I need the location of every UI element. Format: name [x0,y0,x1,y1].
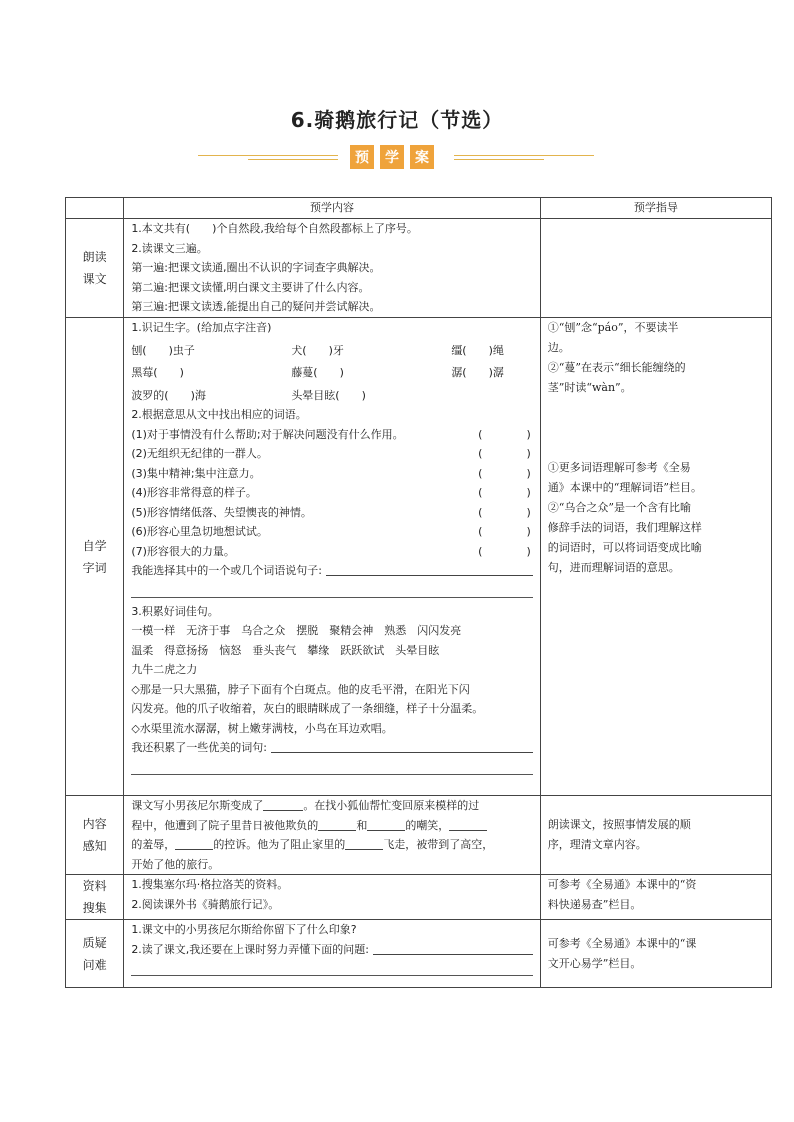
answer-blank[interactable] [318,816,356,831]
text-line: 2.阅读课外书《骑鹅旅行记》。 [131,897,280,911]
guide-line: 可参考《全易通》本课中的“资 [547,878,697,891]
text-fragment: 飞走，被带到了高空， [383,838,494,851]
section-label-zixue: 自学 字词 [66,318,124,796]
banner-char: 案 [410,145,434,169]
section-banner [198,145,594,171]
char-item: 波罗的( )海 [131,388,206,402]
answer-line[interactable] [373,940,533,955]
header-content: 预学内容 [124,198,540,219]
char-row [131,363,532,383]
question: 3.积累好词佳句。 [131,604,219,618]
word-list: 一模一样 无济于事 乌合之众 摆脱 聚精会神 熟悉 闪闪发亮 [131,624,462,637]
char-item: 潺( )潺 [451,366,504,379]
word-list: 九牛二虎之力 [131,663,198,676]
text-fragment: 开始了他的旅行。 [131,857,220,871]
neirong-content [124,796,540,875]
text-line: 2.读课文三遍。 [131,241,208,255]
guide-line: 茎”时读“wàn”。 [547,381,632,394]
text-fragment: 的羞辱， [131,838,176,851]
answer-blank[interactable] [449,816,487,831]
ziliao-content [124,875,540,920]
char-row [131,386,532,406]
answer-blank[interactable] [263,796,303,811]
text-line: 2.读了课文,我还要在上课时努力弄懂下面的问题: [131,942,370,956]
quote-line: ◇水渠里流水潺潺，树上嫩芽满枝，小鸟在耳边欢唱。 [131,721,393,735]
text-line: 第三遍:把课文读透,能提出自己的疑问并尝试解决。 [131,300,381,313]
text-fragment: 的嘲笑， [405,818,450,832]
quote-line: ◇那是一只大黑猫，脖子下面有个白斑点。他的皮毛平滑，在阳光下闪 [131,682,470,696]
text-fragment: 的控诉。他为了阻止家里的 [213,838,346,851]
text-line: 1.本文共有( )个自然段,我给每个自然段都标上了序号。 [131,222,418,235]
langdu-guide [540,219,771,318]
definition-text: (6)形容心里急切地想试试。 [131,525,268,538]
answer-blank: ( ) [478,525,531,538]
answer-blank: ( ) [478,447,531,460]
text-fragment: 。在找小狐仙帮忙变回原来模样的过 [303,799,480,812]
answer-line[interactable] [131,583,532,598]
guide-line: 可参考《全易通》本课中的“课 [547,936,697,950]
guide-line: 朗读课文，按照事情发展的顺 [547,818,691,831]
guide-line: ①“刨”念“páo”，不要读半 [547,321,679,334]
answer-line[interactable] [131,760,532,775]
definition-text: (3)集中精神;集中注意力。 [131,466,261,480]
char-row [131,341,532,361]
accum-prompt: 我还积累了一些优美的词句: [131,741,268,754]
answer-line[interactable] [131,961,532,976]
answer-line[interactable] [326,561,533,576]
text-line: 1.搜集塞尔玛·格拉洛芙的资料。 [131,878,289,891]
section-label-zhiyi: 质疑 问难 [66,920,124,988]
word-list: 温柔 得意扬扬 恼怒 垂头丧气 攀缘 跃跃欲试 头晕目眩 [131,643,440,657]
neirong-guide [540,796,771,875]
section-label-langdu: 朗读 课文 [66,219,124,318]
answer-blank: ( ) [478,544,531,558]
header-guide: 预学指导 [540,198,771,219]
guide-line: ①更多词语理解可参考《全易 [547,461,691,474]
sentence-prompt: 我能选择其中的一个或几个词语说句子: [131,564,323,577]
zixue-content [124,318,540,796]
definition-text: (5)形容情绪低落、失望懊丧的神情。 [131,505,312,519]
prestudy-table [65,197,772,988]
text-fragment: 程中，他遭到了院子里昔日被他欺负的 [131,818,319,832]
definition-text: (1)对于事情没有什么帮助;对于解决问题没有什么作用。 [131,427,404,441]
definition-row [131,503,532,523]
definition-text: (2)无组织无纪律的一群人。 [131,447,268,460]
answer-blank: ( ) [478,486,531,499]
guide-line: 的词语时，可以将词语变成比喻 [547,541,702,554]
section-label-ziliao: 资料 搜集 [66,875,124,920]
question: 2.根据意思从文中找出相应的词语。 [131,408,307,421]
answer-blank: ( ) [478,427,531,441]
text-line: 第二遍:把课文读懂,明白课文主要讲了什么内容。 [131,280,370,294]
banner-char: 预 [350,145,374,169]
guide-line: 料快递易查”栏目。 [547,898,642,911]
definition-row [131,464,532,484]
char-item: 藤蔓( ) [291,366,344,379]
langdu-content [124,219,540,318]
text-line: 1.课文中的小男孩尼尔斯给你留下了什么印象? [131,923,357,936]
definition-text: (7)形容很大的力量。 [131,544,235,558]
definition-row [131,542,532,562]
guide-line: 修辞手法的词语，我们理解这样 [547,521,702,534]
accum-row [131,738,532,758]
guide-line: 序，理清文章内容。 [547,838,647,851]
definition-row [131,444,532,464]
char-item: 黑莓( ) [131,366,184,379]
definition-row [131,425,532,445]
answer-blank: ( ) [478,505,531,519]
char-item: 刨( )虫子 [131,343,195,357]
definition-text: (4)形容非常得意的样子。 [131,486,257,499]
guide-line: ②“乌合之众”是一个含有比喻 [547,501,691,514]
text-line: 第一遍:把课文读通,圈出不认识的字词查字典解决。 [131,261,381,274]
guide-line: 通》本课中的“理解词语”栏目。 [547,481,702,494]
text-fragment: 和 [356,818,368,832]
zhiyi-guide [540,920,771,988]
quote-line: 闪发亮。他的爪子收缩着，灰白的眼睛眯成了一条细缝，样子十分温柔。 [131,702,484,715]
header-blank [66,198,124,219]
sentence-prompt-row [131,561,532,581]
page-title: 6.骑鹅旅行记（节选） [290,108,504,132]
definition-row [131,522,532,542]
guide-line: ②“蔓”在表示“细长能缠绕的 [547,361,686,374]
definition-row [131,483,532,503]
banner-char: 学 [380,145,404,169]
guide-line: 文开心易学”栏目。 [547,956,642,970]
guide-line: 边。 [547,341,570,354]
char-item: 头晕目眩( ) [291,388,366,402]
zixue-guide [540,318,771,796]
ziliao-guide [540,875,771,920]
answer-line[interactable] [271,738,533,753]
answer-blank: ( ) [478,466,531,480]
char-item: 犬( )牙 [291,343,344,357]
answer-blank[interactable] [367,816,405,831]
text-fragment: 课文写小男孩尼尔斯变成了 [131,799,264,812]
zhiyi-content [124,920,540,988]
guide-line: 句，进而理解词语的意思。 [547,561,680,574]
question: 1.识记生字。(给加点字注音) [131,321,272,334]
char-item: 缰( )绳 [451,343,504,357]
answer-blank[interactable] [175,835,213,850]
answer-blank[interactable] [345,835,383,850]
section-label-neirong: 内容 感知 [66,796,124,875]
